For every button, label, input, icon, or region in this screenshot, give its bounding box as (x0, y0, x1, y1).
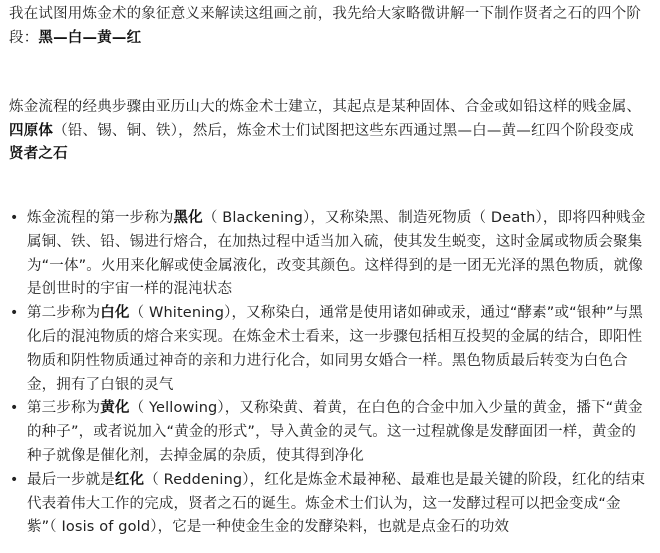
list-item-blackening (9, 207, 650, 302)
list-item-yellowing (9, 397, 650, 468)
step-body: （ Whitening），又称染白，通常是使用诸如砷或汞，通过“酵素”或“银种”与黑化后的混沌物质的熔合来实现。在炼金术士看来，这一步骤包括相互投契的金属的结合，即阳性物质和阴性物质通过神奇的亲和力进行化合，如同男女婚合一样。黑色物质最后转变为白色合金，拥有了白银的灵气 (27, 305, 644, 393)
step-lead: 炼金流程的第一步称为 (27, 210, 174, 226)
bullet-icon: • (10, 210, 19, 226)
philosophers-stone-term: 贤者之石 (9, 146, 68, 162)
bullet-icon: • (10, 471, 19, 488)
step-name: 黄化 (100, 400, 130, 417)
step-name: 白化 (100, 305, 130, 322)
list-item-reddening (9, 469, 650, 540)
process-text-a: 炼金流程的经典步骤由亚历山大的炼金术士建立，其起点是某种固体、合金或如铅这样的贱金属、 (9, 99, 642, 115)
intro-text: 我在试图用炼金术的象征意义来解读这组画之前，我先给大家略微讲解一下制作贤者之石的四个阶段： (9, 6, 642, 46)
intro-paragraph (9, 3, 648, 50)
bullet-icon: • (10, 400, 19, 417)
intro-stages: 黑—白—黄—红 (38, 29, 142, 46)
process-paragraph (9, 96, 648, 167)
bullet-icon: • (10, 305, 19, 322)
process-text-b: （铅、锡、铜、铁），然后，炼金术士们试图把这些东西通过黑—白—黄—红四个阶段变成 (53, 122, 634, 139)
step-body: （ Blackening），又称染黑、制造死物质（ Death），即将四种贱金属铜、铁、铅、锡进行熔合，在加热过程中适当加入硫，使其发生蜕变，这时金属或物质会聚集为“一体”。火用来化解或使金属液化，改变其颜色。这样得到的是一团无光泽的黑色物质，就像是创世时的宇宙一样的混沌状态 (27, 210, 646, 298)
step-lead: 最后一步就是 (27, 471, 115, 488)
step-body: （ Reddening），红化是炼金术最神秘、最难也是最关键的阶段，红化的结束代表着伟大工作的完成，贤者之石的诞生。炼金术士们认为，这一发酵过程可以把金变成“金紫”（ Iosis of gold），它是一种使金生金的发酵染料，也就是点金石的功效 (27, 471, 646, 536)
step-lead: 第二步称为 (27, 305, 101, 322)
steps-list (9, 207, 650, 540)
four-bodies-term: 四原体 (9, 122, 54, 139)
step-name: 红化 (114, 471, 145, 488)
step-name: 黑化 (173, 210, 203, 226)
step-lead: 第三步称为 (27, 400, 101, 417)
step-body: （ Yellowing），又称染黄、着黄，在白色的合金中加入少量的黄金，播下“黄金的种子”，或者说加入“黄金的形式”，导入黄金的灵气。这一过程就像是发酵面团一样，黄金的种子就像是催化剂，去掉金属的杂质，使其得到净化 (27, 400, 643, 464)
list-item-whitening (9, 302, 650, 397)
